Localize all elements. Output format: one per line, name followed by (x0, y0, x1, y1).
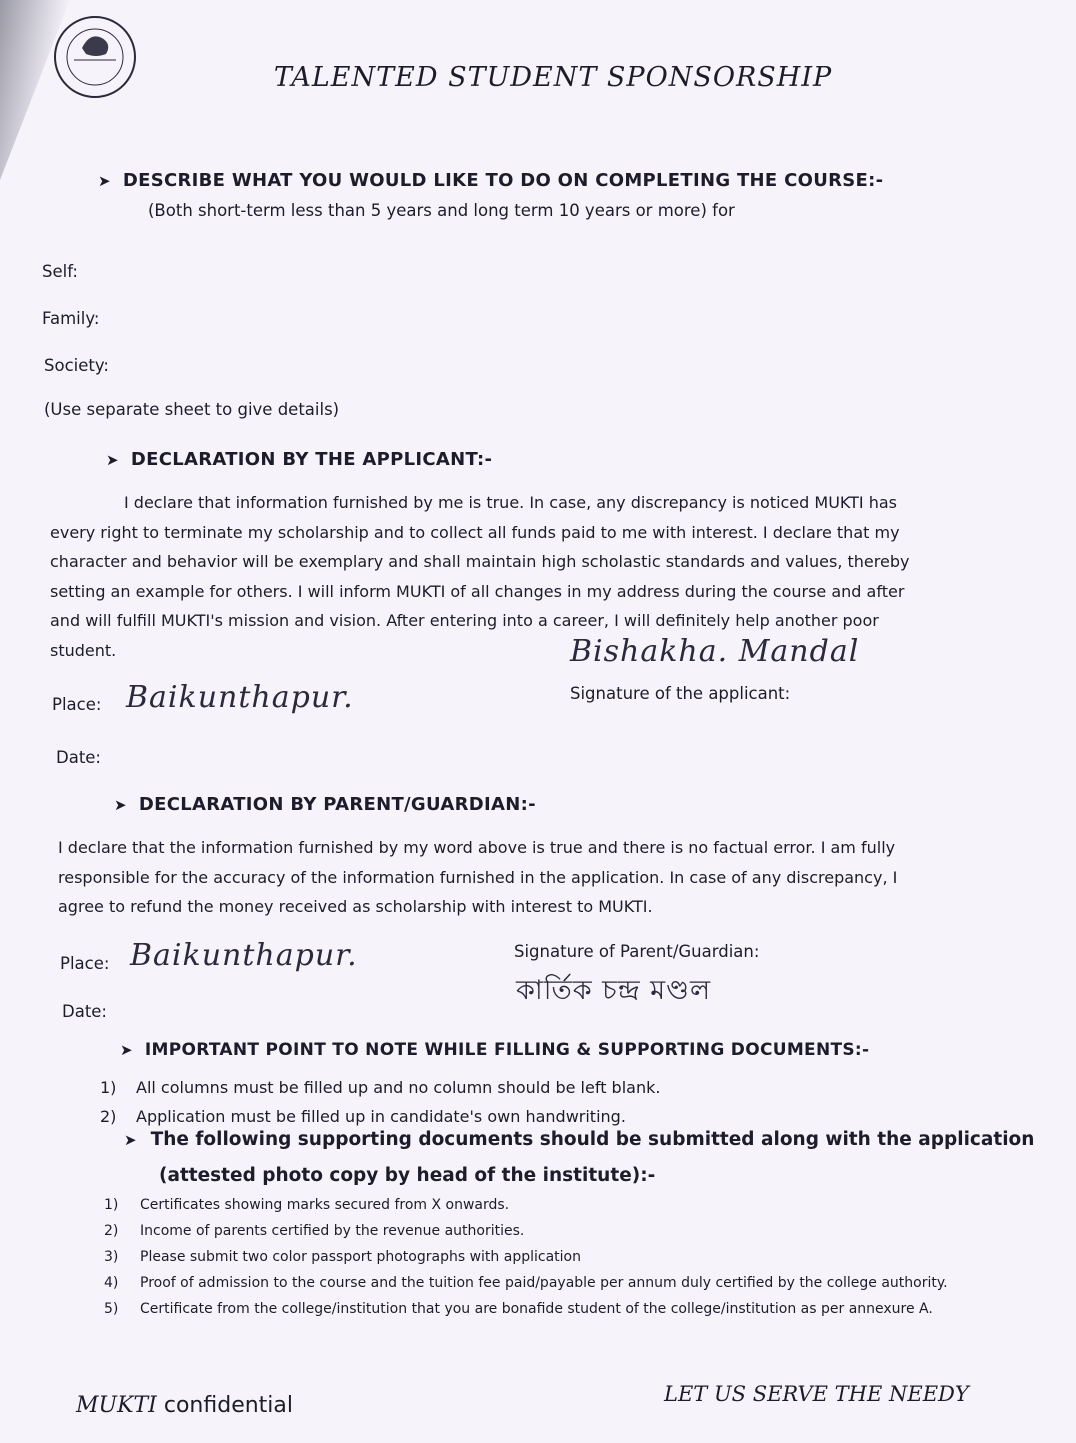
page-title: TALENTED STUDENT SPONSORSHIP (273, 62, 833, 93)
place-value-handwritten: Baikunthapur. (126, 680, 354, 715)
place-label: Place: (60, 954, 110, 973)
supporting-documents-list (104, 1192, 948, 1322)
field-label-self: Self: (42, 262, 78, 281)
separate-sheet-note: (Use separate sheet to give details) (44, 400, 340, 419)
list-item: 1) All columns must be filled up and no column should be left blank. (100, 1078, 661, 1097)
applicant-signature-label: Signature of the applicant: (570, 684, 791, 703)
guardian-declaration-text (58, 833, 958, 922)
date-label: Date: (62, 1002, 107, 1021)
declaration-line: character and behavior will be exemplary and shall maintain high scholastic standards and values, thereby (50, 552, 910, 571)
section-heading-applicant-declaration: ➤ DECLARATION BY THE APPLICANT:- (106, 449, 493, 470)
section-subheading: (Both short-term less than 5 years and long term 10 years or more) for (148, 201, 735, 220)
supporting-documents-heading: ➤ The following supporting documents should be submitted along with the application (attested photo copy by head of the institute):- (124, 1129, 1035, 1186)
list-item: 4) Proof of admission to the course and the tuition fee paid/payable per annum duly certified by the college authority. (104, 1275, 948, 1291)
list-item: 3) Please submit two color passport photographs with application (104, 1249, 581, 1265)
list-item: 2) Application must be filled up in candidate's own handwriting. (100, 1107, 626, 1126)
guardian-signature-label: Signature of Parent/Guardian: (514, 942, 760, 961)
list-item: 2) Income of parents certified by the revenue authorities. (104, 1223, 525, 1239)
date-label: Date: (56, 748, 101, 767)
declaration-line: agree to refund the money received as scholarship with interest to MUKTI. (58, 897, 653, 916)
declaration-line: I declare that the information furnished by my word above is true and there is no factual error. I am fully (58, 838, 896, 857)
footer-confidential: MUKTI confidential (76, 1393, 294, 1418)
declaration-line: I declare that information furnished by me is true. In case, any discrepancy is noticed MUKTI has (124, 493, 898, 512)
arrow-bullet-icon: ➤ (98, 172, 111, 190)
place-label: Place: (52, 695, 102, 714)
field-label-society: Society: (44, 356, 109, 375)
applicant-signature-handwritten: Bishakha. Mandal (570, 634, 860, 669)
guardian-signature-handwritten: কার্তিক চন্দ্র মণ্ডল (516, 975, 712, 1006)
list-item: 1) Certificates showing marks secured from X onwards. (104, 1197, 510, 1213)
list-item: 5) Certificate from the college/institution that you are bonafide student of the college/institution as per annexure A. (104, 1301, 933, 1317)
section-heading-guardian-declaration: ➤ DECLARATION BY PARENT/GUARDIAN:- (114, 794, 536, 815)
declaration-line: every right to terminate my scholarship and to collect all funds paid to me with interest. I declare that my (50, 522, 900, 542)
field-label-family: Family: (42, 309, 100, 328)
arrow-bullet-icon: ➤ (124, 1131, 137, 1149)
arrow-bullet-icon: ➤ (120, 1041, 133, 1059)
declaration-line: and will fulfill MUKTI's mission and vision. After entering into a career, I will definitely help another poor (50, 611, 879, 630)
declaration-line: student. (50, 640, 117, 660)
section-heading-course-goals: ➤ DESCRIBE WHAT YOU WOULD LIKE TO DO ON COMPLETING THE COURSE:- (98, 170, 884, 191)
section-heading-important-points: ➤ IMPORTANT POINT TO NOTE WHILE FILLING & SUPPORTING DOCUMENTS:- (120, 1040, 870, 1060)
arrow-bullet-icon: ➤ (114, 796, 127, 814)
arrow-bullet-icon: ➤ (106, 451, 119, 469)
declaration-line: setting an example for others. I will inform MUKTI of all changes in my address during the course and after (50, 581, 905, 601)
footer-motto: LET US SERVE THE NEEDY (664, 1382, 969, 1406)
declaration-line: responsible for the accuracy of the information furnished in the application. In case of any discrepancy, I (58, 867, 898, 887)
place-value-handwritten: Baikunthapur. (130, 938, 358, 973)
